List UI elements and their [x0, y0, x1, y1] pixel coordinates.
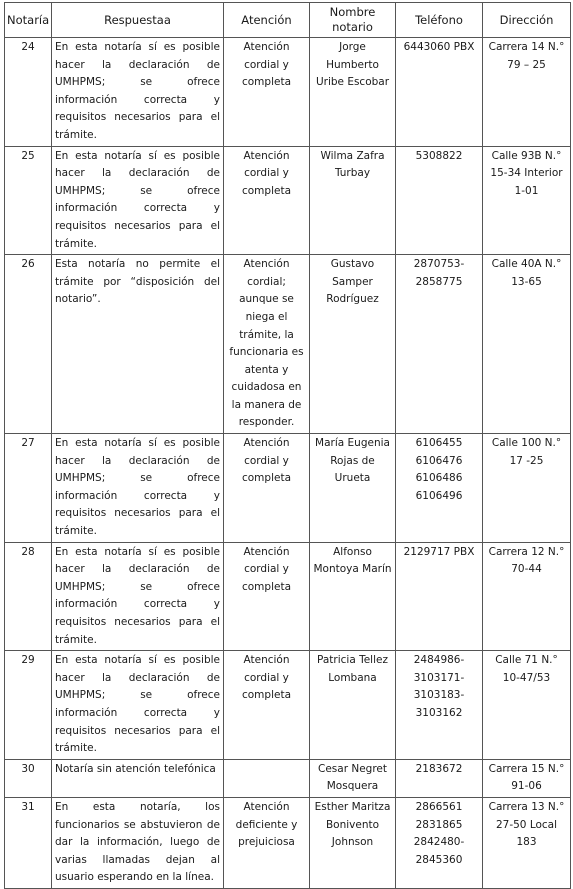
cell-respuesta: En esta notaría sí es posible hacer la declaración de UMHPMS; se ofrece información correcta y requisitos necesarios para el trámite. — [52, 651, 224, 760]
cell-direccion: Calle 100 N.° 17 -25 — [483, 434, 571, 543]
cell-notaria: 28 — [5, 542, 52, 651]
cell-atencion: Atención cordial y completa — [224, 38, 310, 147]
cell-atencion: Atención cordial y completa — [224, 434, 310, 543]
cell-notaria: 25 — [5, 146, 52, 255]
cell-direccion: Carrera 13 N.° 27-50 Local 183 — [483, 797, 571, 888]
cell-direccion: Carrera 12 N.° 70-44 — [483, 542, 571, 651]
cell-telefono: 5308822 — [396, 146, 483, 255]
header-telefono: Teléfono — [396, 3, 483, 38]
cell-atencion: Atención cordial y completa — [224, 651, 310, 760]
table-row — [5, 759, 571, 797]
cell-atencion: Atención cordial; aunque se niega el trámite, la funcionaria es atenta y cuidadosa en la manera de responder. — [224, 255, 310, 434]
header-atencion: Atención — [224, 3, 310, 38]
cell-nombre: Patricia Tellez Lombana — [310, 651, 396, 760]
cell-telefono: 2129717 PBX — [396, 542, 483, 651]
header-notaria: Notaría — [5, 3, 52, 38]
cell-atencion: Atención cordial y completa — [224, 542, 310, 651]
header-row — [5, 3, 571, 38]
table-row — [5, 651, 571, 760]
cell-telefono: 2183672 — [396, 759, 483, 797]
cell-atencion: Atención deficiente y prejuiciosa — [224, 797, 310, 888]
cell-nombre: María Eugenia Rojas de Urueta — [310, 434, 396, 543]
cell-respuesta: Notaría sin atención telefónica — [52, 759, 224, 797]
notarias-table — [4, 2, 571, 889]
table-row — [5, 434, 571, 543]
cell-notaria: 27 — [5, 434, 52, 543]
cell-nombre: Gustavo Samper Rodríguez — [310, 255, 396, 434]
table-row — [5, 797, 571, 888]
table-row — [5, 255, 571, 434]
cell-nombre: Esther Maritza Bonivento Johnson — [310, 797, 396, 888]
cell-atencion — [224, 759, 310, 797]
cell-notaria: 31 — [5, 797, 52, 888]
cell-direccion: Calle 40A N.° 13-65 — [483, 255, 571, 434]
cell-nombre: Alfonso Montoya Marín — [310, 542, 396, 651]
cell-respuesta: En esta notaría sí es posible hacer la declaración de UMHPMS; se ofrece información correcta y requisitos necesarios para el trámite. — [52, 38, 224, 147]
table-row — [5, 542, 571, 651]
cell-notaria: 29 — [5, 651, 52, 760]
cell-respuesta: En esta notaría sí es posible hacer la declaración de UMHPMS; se ofrece información correcta y requisitos necesarios para el trámite. — [52, 542, 224, 651]
cell-telefono: 6106455 6106476 6106486 6106496 — [396, 434, 483, 543]
header-direccion: Dirección — [483, 3, 571, 38]
cell-telefono: 2870753-2858775 — [396, 255, 483, 434]
header-nombre: Nombre notario — [310, 3, 396, 38]
cell-notaria: 26 — [5, 255, 52, 434]
cell-direccion: Calle 71 N.° 10-47/53 — [483, 651, 571, 760]
cell-telefono: 2484986-3103171-3103183-3103162 — [396, 651, 483, 760]
cell-nombre: Jorge Humberto Uribe Escobar — [310, 38, 396, 147]
cell-nombre: Cesar Negret Mosquera — [310, 759, 396, 797]
cell-telefono: 2866561 2831865 2842480-2845360 — [396, 797, 483, 888]
table-row — [5, 38, 571, 147]
cell-respuesta: Esta notaría no permite el trámite por “disposición del notario”. — [52, 255, 224, 434]
cell-direccion: Carrera 14 N.° 79 – 25 — [483, 38, 571, 147]
cell-respuesta: En esta notaría sí es posible hacer la declaración de UMHPMS; se ofrece información correcta y requisitos necesarios para el trámite. — [52, 146, 224, 255]
cell-direccion: Calle 93B N.° 15-34 Interior 1-01 — [483, 146, 571, 255]
cell-notaria: 24 — [5, 38, 52, 147]
cell-notaria: 30 — [5, 759, 52, 797]
table-row — [5, 146, 571, 255]
cell-atencion: Atención cordial y completa — [224, 146, 310, 255]
cell-respuesta: En esta notaría sí es posible hacer la declaración de UMHPMS; se ofrece información correcta y requisitos necesarios para el trámite. — [52, 434, 224, 543]
cell-respuesta: En esta notaría, los funcionarios se abstuvieron de dar la información, luego de varias llamadas dejan al usuario esperando en la línea. — [52, 797, 224, 888]
cell-telefono: 6443060 PBX — [396, 38, 483, 147]
header-respuesta: Respuestaa — [52, 3, 224, 38]
cell-nombre: Wilma Zafra Turbay — [310, 146, 396, 255]
cell-direccion: Carrera 15 N.° 91-06 — [483, 759, 571, 797]
